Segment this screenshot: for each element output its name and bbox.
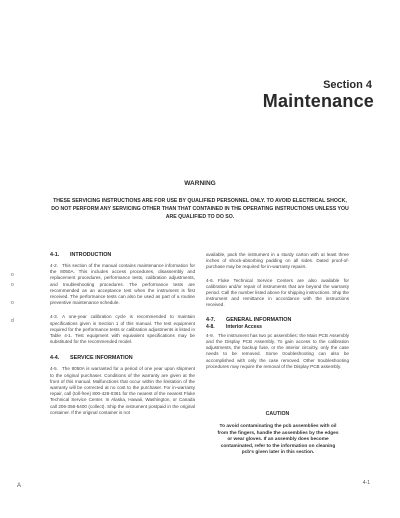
- paragraph-text: This section of the manual contains maintenance information for the 8050A. This includes access procedures, disassembly and replacement procedures, performance tests, calibration adjustments, and troubleshooting procedures. The performance tests are recommended as an acceptance test when the instrument is first received. The performance tests can also be used as part of a routine preventive maintenance schedule.: [50, 263, 195, 306]
- paragraph-number: 4-2.: [50, 263, 58, 268]
- paragraph: [50, 263, 195, 306]
- section-heading-general: [206, 317, 349, 324]
- right-column: [206, 252, 349, 370]
- section-heading-service: [50, 355, 195, 362]
- caution-title: CAUTION: [265, 411, 290, 417]
- subheading-text: Interior Access: [226, 323, 262, 330]
- paragraph-text: A one-year calibration cycle is recommended to maintain specifications given in Section 1 of this manual. The test equipment required for the performance tests or calibration adjustments is listed in Table 4-1. Test equipment with equivalent specifications may be substituted for the recommended model.: [50, 314, 195, 345]
- heading-number: 4-4.: [50, 355, 60, 362]
- paragraph-number: 4-5.: [50, 366, 58, 372]
- page-title: Maintenance: [262, 91, 374, 111]
- paragraph: [50, 366, 195, 416]
- margin-letter: A: [17, 483, 22, 489]
- margin-mark: o: [11, 282, 14, 288]
- paragraph: [206, 333, 349, 370]
- heading-number: 4-7.: [206, 316, 216, 323]
- section-label: Section 4: [323, 79, 372, 91]
- paragraph-number: 4-3.: [50, 314, 58, 320]
- subheading-number: 4-8.: [206, 323, 215, 330]
- heading-text: GENERAL INFORMATION: [226, 316, 292, 323]
- paragraph: available, pack the instrument in a sturdy carton with at least three inches of shock-absorbing padding on all sides. Dated proof-of-purchase may be required for in-warranty repairs.: [206, 252, 349, 270]
- caution-body: To avoid contaminating the pcb assemblies with oil from the fingers, handle the assemblies by the edges or wear gloves. If an assembly does become contaminated, refer to the information on cleaning pcb's given later in this section.: [217, 424, 339, 456]
- heading-number: 4-1.: [50, 252, 60, 258]
- paragraph: [50, 314, 195, 345]
- margin-mark: o: [11, 300, 14, 306]
- section-heading-introduction: [50, 252, 195, 259]
- warning-body: THESE SERVICING INSTRUCTIONS ARE FOR USE BY QUALIFIED PERSONNEL ONLY. TO AVOID ELECTRICAL SHOCK, DO NOT PERFORM ANY SERVICING OTHER THAN THAT CONTAINED IN THE OPERATING INSTRUCTIONS UNLESS YOU ARE QUALIFIED TO DO SO.: [51, 198, 349, 221]
- paragraph-number: 4-9.: [206, 332, 214, 338]
- heading-text: INTRODUCTION: [70, 252, 112, 258]
- paragraph-text: Fluke Technical Service Centers are also available for calibration and/or repair of instruments that are beyond the warranty period. Call the number listed above for shipping instructions. Ship the instrument and remittance in accordance with the instructions received.: [206, 277, 349, 308]
- paragraph: [206, 278, 349, 309]
- margin-mark: d: [11, 318, 14, 324]
- page-number: 4-1: [362, 480, 370, 486]
- left-column: [50, 252, 195, 416]
- margin-mark: o: [11, 272, 14, 278]
- heading-text: SERVICE INFORMATION: [70, 355, 133, 362]
- paragraph-number: 4-6.: [206, 277, 214, 283]
- paragraph-text: The 8050A is warranted for a period of one year upon shipment to the original purchaser. Conditions of the warranty are given at the front of this manual. Malfunctions that occur within the limitation of the warranty will be corrected at no cost to the purchaser. For in-warranty repair, call (toll-free) 800-426-0361 for the nearest of the nearest Fluke Technical Service Center. In Alaska, Hawaii, Washington, or Canada call 206-356-5400 (collect). Ship the instrument postpaid in the original container. If the original container is not: [50, 366, 195, 415]
- warning-title: WARNING: [184, 180, 216, 187]
- paragraph-text: The instrument has two pc assemblies: the Main PCB Assembly and the Display PCB Assembly. To gain access to the calibration adjustments, the backup fuse, or the interior circuitry, only the case needs to be removed. Some troubleshooting can also be accomplished with only the case removed. Other troubleshooting procedures may require the removal of the Display PCB assembly.: [206, 332, 349, 369]
